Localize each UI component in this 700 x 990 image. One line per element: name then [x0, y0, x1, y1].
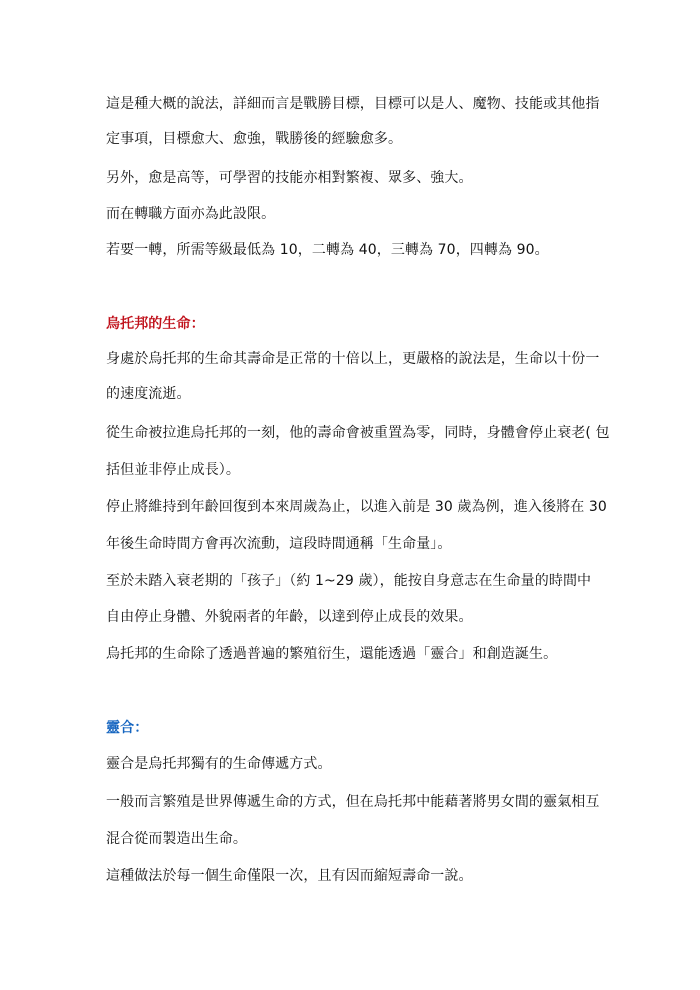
life-line-3: 從生命被拉進烏托邦的一刻，他的壽命會被重置為零，同時，身體會停止衰老( 包 [106, 425, 610, 441]
section-heading-fusion: 靈合： [106, 720, 149, 736]
life-line-4: 括但並非停止成長）。 [106, 462, 240, 478]
fusion-line-2: 一般而言繁殖是世界傳遞生命的方式，但在烏托邦中能藉著將男女間的靈氣相互 [106, 794, 600, 810]
fusion-line-1: 靈合是烏托邦獨有的生命傳遞方式。 [106, 756, 332, 772]
intro-line-4: 而在轉職方面亦為此設限。 [106, 206, 276, 222]
intro-line-3: 另外，愈是高等，可學習的技能亦相對繁複、眾多、強大。 [106, 170, 473, 186]
life-line-8: 自由停止身體、外貌兩者的年齡，以達到停止成長的效果。 [106, 609, 473, 625]
fusion-line-4: 這種做法於每一個生命僅限一次，且有因而縮短壽命一說。 [106, 868, 473, 884]
intro-line-1: 這是種大概的說法，詳細而言是戰勝目標，目標可以是人、魔物、技能或其他指 [106, 96, 600, 112]
section-heading-life: 烏托邦的生命： [106, 316, 205, 332]
intro-line-5: 若要一轉，所需等級最低為 10，二轉為 40，三轉為 70，四轉為 90。 [106, 242, 549, 258]
life-line-5: 停止將維持到年齡回復到本來周歲為止，以進入前是 30 歲為例，進入後將在 30 [106, 499, 607, 515]
life-line-1: 身處於烏托邦的生命其壽命是正常的十倍以上，更嚴格的說法是，生命以十份一 [106, 351, 600, 367]
fusion-line-3: 混合從而製造出生命。 [106, 831, 247, 847]
life-line-2: 的速度流逝。 [106, 386, 191, 402]
life-line-9: 烏托邦的生命除了透過普遍的繁殖衍生，還能透過「靈合」和創造誕生。 [106, 646, 558, 662]
life-line-6: 年後生命時間方會再次流動，這段時間通稱「生命量」。 [106, 536, 452, 552]
intro-line-2: 定事項，目標愈大、愈強，戰勝後的經驗愈多。 [106, 131, 403, 147]
life-line-7: 至於未踏入衰老期的「孩子」（約 1~29 歲），能按自身意志在生命量的時間中 [106, 573, 592, 589]
